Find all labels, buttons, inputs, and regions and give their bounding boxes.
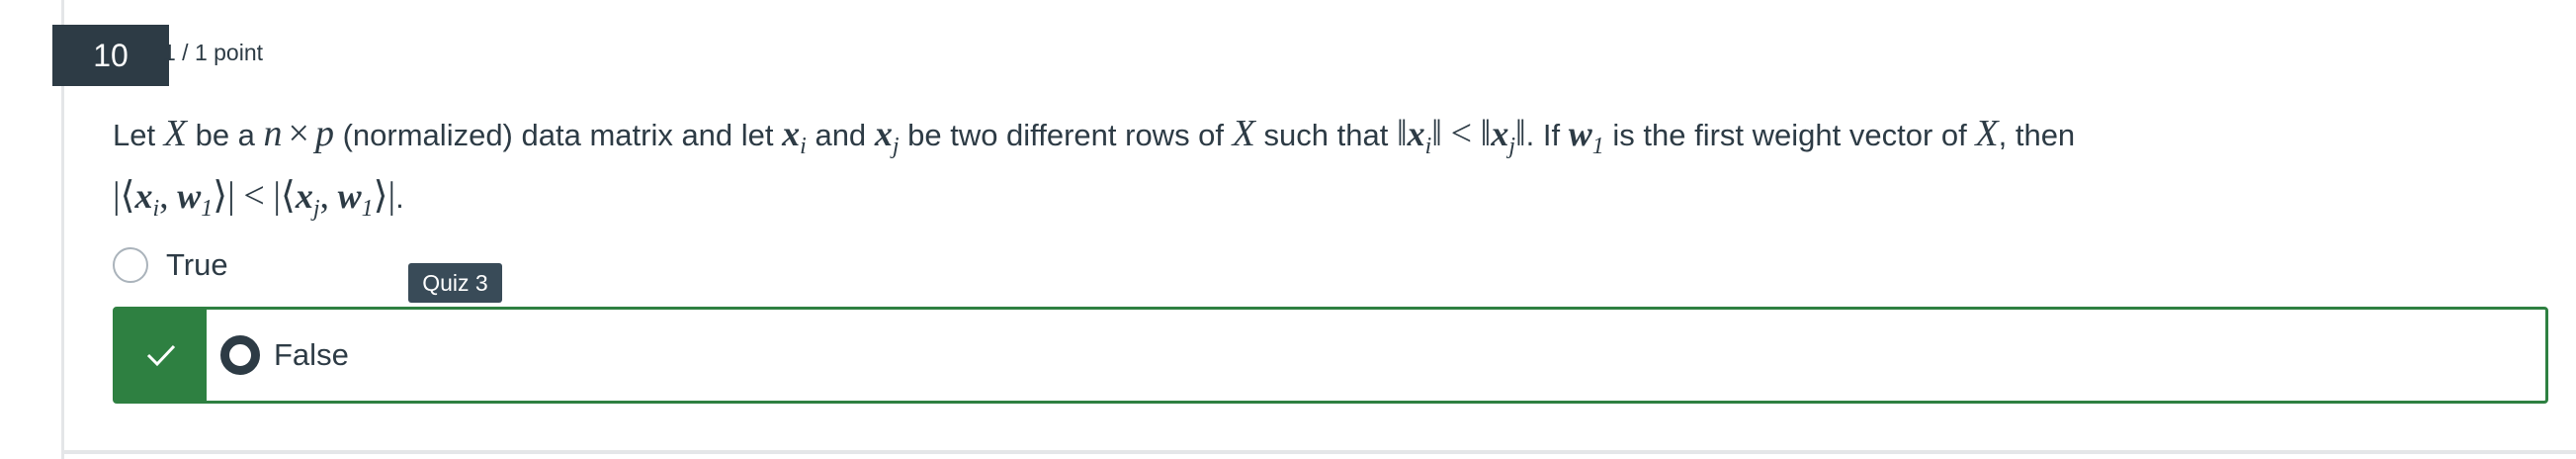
math-norm-open: ‖ (1396, 113, 1408, 154)
math-x: x (874, 114, 893, 153)
question-number: 10 (52, 25, 169, 86)
math-X: X (1232, 113, 1255, 154)
correct-answer-indicator (116, 310, 207, 401)
text-segment: , then (1998, 118, 2076, 152)
math-sub-j: j (892, 134, 900, 160)
text-segment: Let (113, 118, 156, 152)
math-w: w (177, 176, 202, 217)
math-w: w (337, 176, 362, 217)
text-segment: . If (1525, 118, 1561, 152)
math-abs-open: | (113, 175, 121, 218)
math-w-1 (177, 176, 214, 223)
math-langle: ⟨ (120, 175, 135, 218)
math-norm-open: ‖ (1480, 113, 1492, 154)
math-sub-j: j (312, 196, 320, 223)
text-segment: be two different rows of (907, 118, 1225, 152)
math-norm-close: ‖ (1515, 113, 1526, 154)
math-x-i (1407, 114, 1432, 160)
math-w-1 (337, 176, 374, 223)
math-x: x (1407, 114, 1425, 153)
math-comma: , (319, 175, 329, 218)
math-n: n (263, 113, 283, 154)
math-sub-i: i (152, 196, 160, 223)
math-sub-i: i (1424, 134, 1432, 160)
math-x: x (782, 114, 801, 153)
math-sub-1: 1 (1591, 134, 1604, 160)
math-X: X (163, 113, 187, 154)
math-X: X (1975, 113, 1999, 154)
math-times: × (288, 113, 309, 154)
math-x-i (134, 176, 160, 223)
math-rangle: ⟩ (213, 175, 228, 218)
radio-unselected-icon[interactable] (113, 247, 148, 283)
math-x: x (295, 176, 313, 217)
math-sub-1: 1 (201, 196, 214, 223)
text-segment: is the first weight vector of (1612, 118, 1967, 152)
math-x-j (874, 114, 900, 160)
text-segment: (normalized) data matrix and let (342, 118, 774, 152)
question-points: 1 / 1 point (163, 40, 264, 65)
text-segment: . (395, 180, 404, 216)
math-w: w (1568, 114, 1592, 153)
math-x-j (1491, 114, 1515, 160)
question-text-line-1 (113, 109, 2544, 171)
math-norm-close: ‖ (1431, 113, 1442, 154)
math-x-j (295, 176, 320, 223)
answer-option-label: False (274, 337, 349, 372)
answer-option-label: True (166, 247, 228, 282)
math-w-1 (1568, 114, 1604, 160)
math-p: p (314, 113, 334, 154)
question-frame-bottom-border (61, 450, 2576, 454)
text-segment: such that (1263, 118, 1389, 152)
math-langle: ⟨ (280, 175, 296, 218)
math-comma: , (159, 175, 169, 218)
math-x: x (134, 176, 153, 217)
math-rangle: ⟩ (373, 175, 388, 218)
math-less-than: < (1450, 113, 1473, 154)
math-less-than: < (243, 175, 265, 218)
checkmark-icon (141, 335, 181, 375)
math-abs-close: | (227, 175, 235, 218)
math-sub-j: j (1508, 134, 1515, 160)
tooltip: Quiz 3 (408, 263, 502, 303)
math-abs-close: | (387, 175, 396, 218)
text-segment: be a (195, 118, 255, 152)
math-sub-1: 1 (361, 196, 374, 223)
text-segment: and (815, 118, 867, 152)
math-abs-open: | (273, 175, 281, 218)
question-text-line-2 (113, 171, 2544, 233)
question-text (113, 109, 2544, 233)
radio-selected-icon[interactable] (220, 335, 260, 375)
math-sub-i: i (800, 134, 807, 160)
math-x-i (782, 114, 807, 160)
answer-option-false[interactable] (113, 307, 2548, 404)
math-x: x (1491, 114, 1509, 153)
answer-option-true[interactable] (113, 243, 228, 287)
